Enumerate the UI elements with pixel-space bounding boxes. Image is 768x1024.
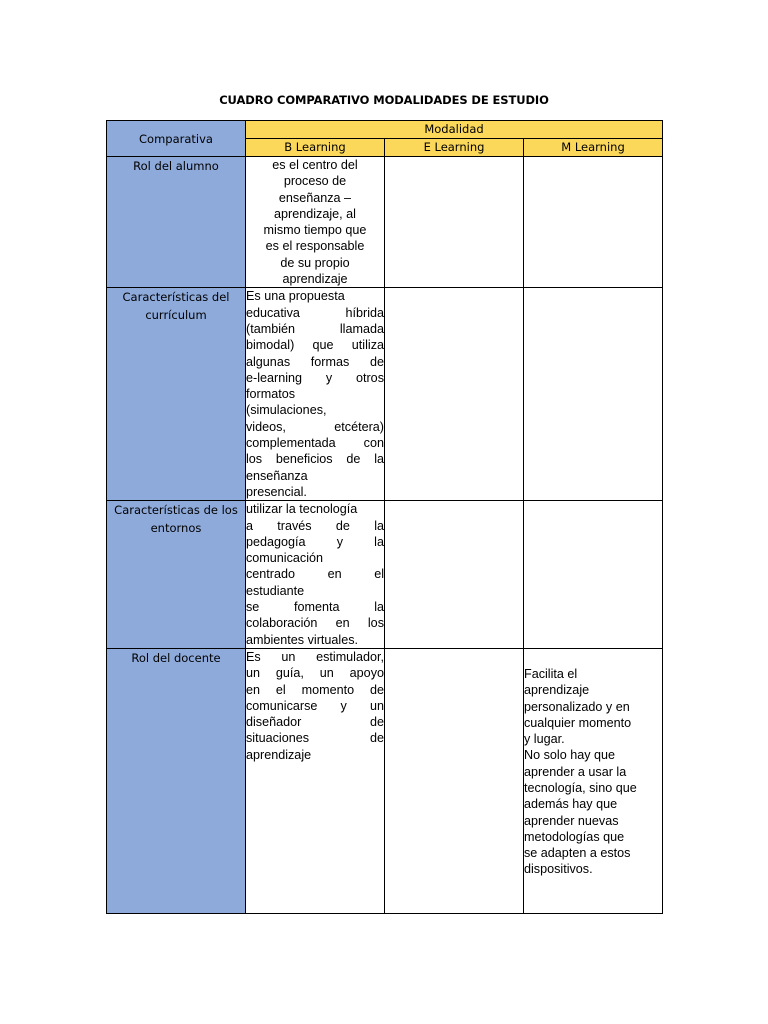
comparison-table	[106, 120, 663, 914]
cell-m-learning	[524, 157, 663, 288]
cell-text-line: es el responsable	[265, 239, 365, 254]
cell-text-line: comunicación	[246, 551, 324, 566]
cell-text-line: se adapten a estos	[524, 846, 631, 861]
cell-text-line: además hay que	[524, 797, 618, 812]
cell-b-learning	[246, 648, 385, 913]
cell-text-line: diseñador de	[246, 715, 384, 730]
cell-text-line: complementada con	[246, 436, 384, 451]
column-header-label: E Learning	[423, 140, 485, 154]
cell-text-line: (también llamada	[246, 321, 384, 336]
cell-text-line: aprendizaje	[524, 683, 590, 698]
cell-text-line: centrado en el	[246, 567, 384, 582]
cell-text-line: Es una propuesta	[246, 289, 345, 304]
cell-text-line: aprendizaje	[282, 272, 348, 287]
cell-text-line: aprender a usar la	[524, 764, 627, 779]
cell-text-line: cualquier momento	[524, 715, 632, 730]
cell-e-learning	[385, 288, 524, 501]
cell-b-learning	[246, 288, 385, 501]
cell-text-line: algunas formas de	[246, 354, 384, 369]
cell-text-line: y lugar.	[524, 732, 565, 747]
row-label: Rol del docente	[131, 650, 221, 665]
column-header-e-learning	[385, 139, 524, 157]
row-label-cell	[107, 288, 246, 501]
cell-text-line: a través de la	[246, 518, 384, 533]
row-label: Características de los entornos	[114, 503, 238, 536]
cell-text-line: videos, etcétera)	[246, 419, 384, 434]
cell-text-line: bimodal) que utiliza	[246, 338, 384, 353]
cell-text-line: de su propio	[280, 255, 350, 270]
cell-text-line: (simulaciones,	[246, 403, 327, 418]
cell-e-learning	[385, 157, 524, 288]
cell-text-line: educativa híbrida	[246, 305, 384, 320]
cell-text-line: aprendizaje, al	[274, 206, 356, 221]
cell-text-line: pedagogía y la	[246, 534, 384, 549]
row-label: Características del currículum	[122, 290, 230, 323]
row-label-cell	[107, 157, 246, 288]
cell-text-line: metodologías que	[524, 829, 625, 844]
cell-text-line: situaciones de	[246, 731, 384, 746]
cell-text-line: proceso de	[283, 174, 347, 189]
table-row-rol-alumno	[107, 157, 663, 288]
column-header-label: M Learning	[561, 140, 625, 154]
cell-text-line: aprender nuevas	[524, 813, 619, 828]
table-row-entornos	[107, 501, 663, 649]
cell-text-line: ambientes virtuales.	[246, 632, 358, 647]
cell-text-line: presencial.	[246, 484, 307, 499]
corner-header-cell	[107, 121, 246, 157]
cell-text-line: se fomenta la	[246, 600, 384, 615]
cell-e-learning	[385, 648, 524, 913]
row-label-cell	[107, 648, 246, 913]
cell-text-line: tecnología, sino que	[524, 780, 637, 795]
cell-text-line: Es un estimulador,	[246, 649, 384, 664]
cell-text-line: un guía, un apoyo	[246, 666, 384, 681]
cell-text-line: enseñanza –	[278, 190, 352, 205]
modalidad-header-label: Modalidad	[424, 122, 484, 136]
column-header-b-learning	[246, 139, 385, 157]
row-label: Rol del alumno	[133, 159, 219, 173]
cell-b-learning	[246, 157, 385, 288]
cell-m-learning	[524, 288, 663, 501]
corner-header-label: Comparativa	[139, 131, 213, 146]
header-row-group	[107, 121, 663, 139]
cell-text-line: aprendizaje	[246, 747, 312, 762]
cell-text-line: estudiante	[246, 583, 305, 598]
cell-e-learning	[385, 501, 524, 649]
modalidad-header-cell	[246, 121, 663, 139]
cell-text-line: es el centro del	[272, 158, 358, 172]
column-header-label: B Learning	[284, 140, 346, 154]
table-row-curriculum	[107, 288, 663, 501]
cell-text-line: Facilita el	[524, 666, 578, 681]
cell-text-line: No solo hay que	[524, 748, 616, 763]
cell-text-line: en el momento de	[246, 682, 384, 697]
cell-b-learning	[246, 501, 385, 649]
cell-text-line: enseñanza	[246, 468, 308, 483]
cell-text-line: personalizado y en	[524, 699, 630, 714]
row-label-cell	[107, 501, 246, 649]
cell-text-line: utilizar la tecnología	[246, 502, 358, 517]
table-row-rol-docente	[107, 648, 663, 913]
cell-text-line: formatos	[246, 387, 295, 402]
cell-text-line: colaboración en los	[246, 616, 384, 631]
cell-text-line: mismo tiempo que	[263, 223, 367, 238]
cell-text-line: dispositivos.	[524, 862, 593, 877]
document-title: CUADRO COMPARATIVO MODALIDADES DE ESTUDIO	[219, 93, 549, 107]
cell-m-learning	[524, 501, 663, 649]
cell-text-line: los beneficios de la	[246, 452, 384, 467]
cell-text-line: comunicarse y un	[246, 698, 384, 713]
cell-m-learning	[524, 648, 663, 913]
cell-text-line: e-learning y otros	[246, 370, 384, 385]
column-header-m-learning	[524, 139, 663, 157]
